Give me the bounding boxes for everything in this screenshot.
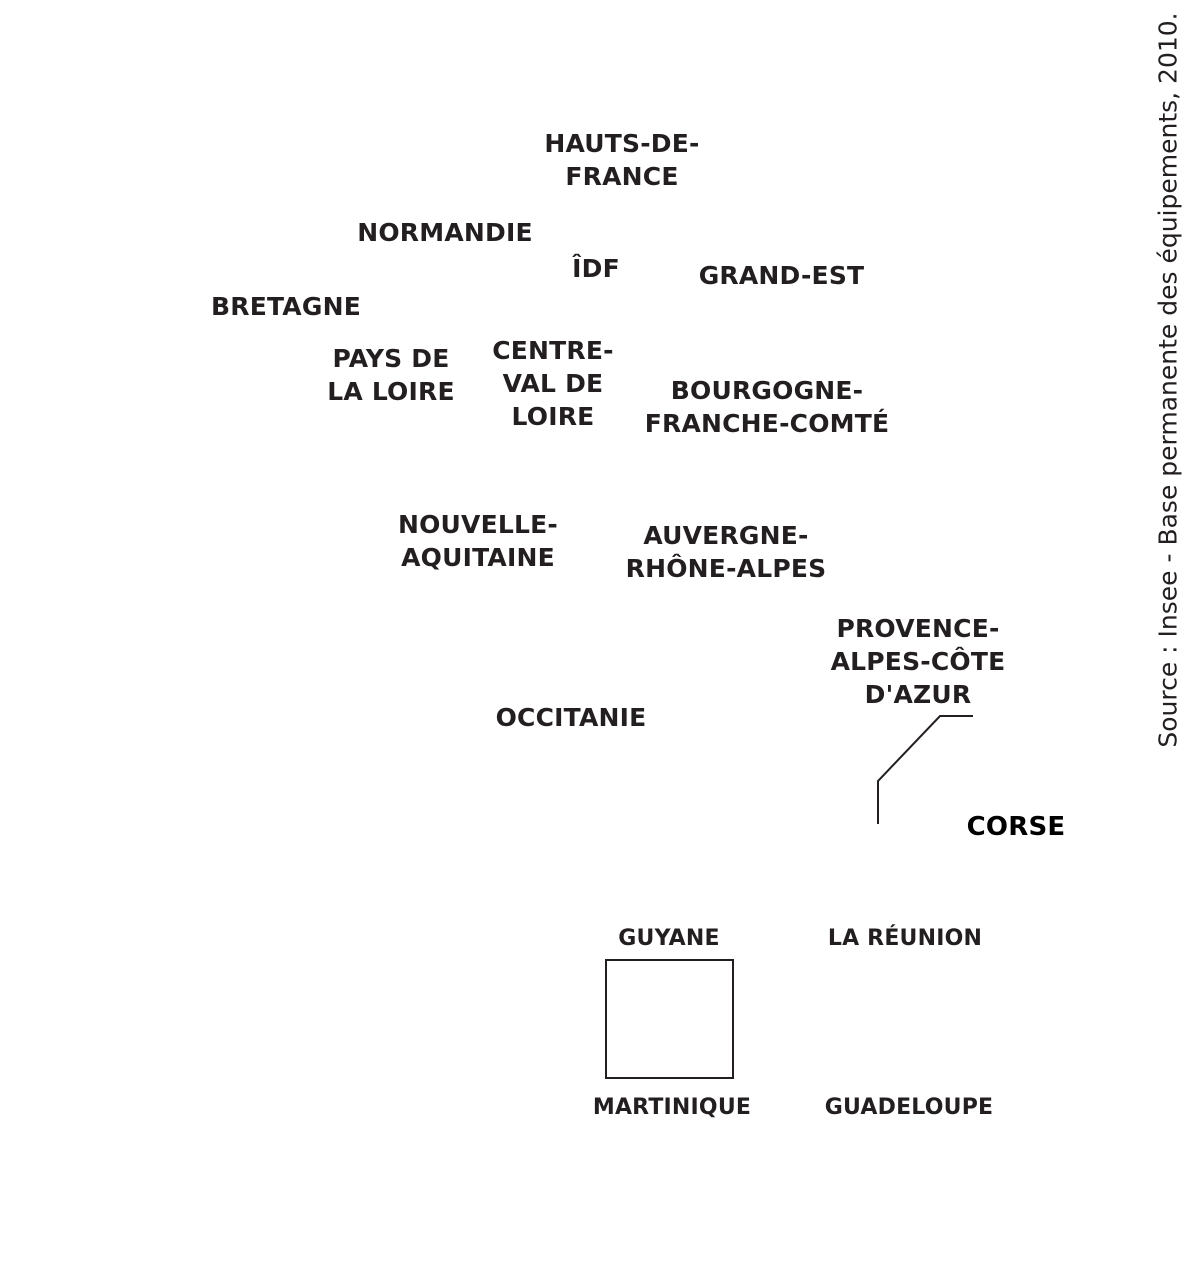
region-line: GRAND-EST [698, 261, 865, 290]
region-line: LA LOIRE [327, 377, 455, 406]
source-caption: Source : Insee - Base permanente des équipements, 2010. [1153, 12, 1183, 748]
region-line: LOIRE [511, 402, 595, 431]
region-auvergne-rhone-alpes [616, 519, 836, 585]
overseas-label: GUADELOUPE [824, 1095, 994, 1120]
overseas-guadeloupe [816, 1094, 1002, 1122]
region-occitanie [486, 701, 656, 734]
region-pays-de-la-loire [316, 342, 466, 408]
region-line: NOUVELLE- [397, 510, 558, 539]
region-normandie [350, 216, 540, 249]
region-line: RHÔNE-ALPES [625, 554, 827, 583]
overseas-martinique [586, 1094, 758, 1122]
region-idf [560, 252, 632, 285]
region-line: AUVERGNE- [643, 521, 809, 550]
region-line: BRETAGNE [211, 292, 361, 321]
region-line: CORSE [966, 812, 1066, 842]
overseas-label: GUYANE [618, 926, 720, 951]
overseas-guyane [608, 925, 730, 953]
region-bretagne [202, 290, 370, 323]
overseas-la-reunion [820, 925, 990, 953]
region-bourgogne-franche-comte [635, 374, 899, 440]
region-nouvelle-aquitaine [388, 508, 568, 574]
region-line: ALPES-CÔTE [830, 647, 1006, 676]
region-line: HAUTS-DE- [544, 129, 700, 158]
region-centre-val-de-loire [483, 334, 623, 433]
overseas-inset-box [606, 960, 733, 1078]
region-line: NORMANDIE [357, 218, 533, 247]
region-hauts-de-france [536, 127, 708, 193]
region-line: PROVENCE- [836, 614, 1000, 643]
region-line: D'AZUR [864, 680, 972, 709]
region-line: BOURGOGNE- [670, 376, 864, 405]
region-corse [960, 811, 1072, 844]
region-line: AQUITAINE [401, 543, 555, 572]
region-grand-est [690, 259, 873, 292]
overseas-label: LA RÉUNION [827, 926, 983, 951]
region-line: FRANCHE-COMTÉ [644, 409, 890, 438]
region-line: VAL DE [502, 369, 604, 398]
region-line: CENTRE- [492, 336, 614, 365]
region-line: FRANCE [565, 162, 679, 191]
region-line: PAYS DE [332, 344, 450, 373]
overseas-label: MARTINIQUE [592, 1095, 752, 1120]
region-line: OCCITANIE [495, 703, 647, 732]
region-provence-alpes-cote-dazur [816, 612, 1020, 711]
paca-leader-line [878, 716, 973, 824]
region-line: ÎDF [572, 254, 620, 283]
